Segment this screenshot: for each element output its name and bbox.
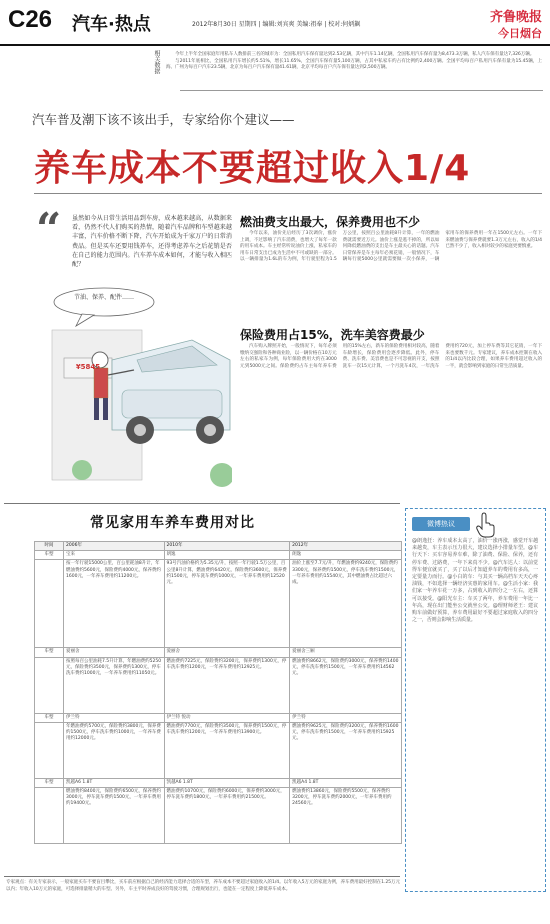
model-cell: 凯越A6 1.8T (64, 778, 165, 787)
newspaper-logo: 齐鲁晚报 (489, 10, 542, 25)
sidebar-title: 微博热议 (412, 517, 470, 531)
cost-cell: 燃油费约8662元，保险费约3000元，保养费约1400元，停车洗车费约1500元，一年养车费用约14562元。 (290, 657, 402, 713)
cost-cell: 燃油费约10700元，保险费约6000元，保养费约3000元，停车洗车费约1800元，一年养车费用约21500元。 (164, 788, 290, 844)
section-heading: 保险费用占15%，洗车美容费最少 (240, 328, 425, 342)
table-row (35, 778, 402, 787)
model-cell: 伊兰特 (290, 713, 402, 722)
body-paragraph: 汽车购入牌照开始，一般情况下，每年必须缴纳交强险和各种商业险，以一辆价格在10万元左右的私家车为例，每年保险费用大约在3000元到5000元之间。保险费约占车主每年养车费用的15%左右，新车的保险费用相对较高，随着车龄增长，保险费用会逐步降低。此外，停车费、洗车费、美容费也是不可忽视的开支，按照洗车一次15元计算，一个月洗车4次，一年洗车费用约720元，加上停车费等其它花销，一年下来也要数千元。专家建议，养车成本控制在收入的1/4以内比较合理，如果养车费用超过收入的一半，就会影响到家庭的日常生活质量。 (240, 344, 542, 369)
row-label (35, 788, 64, 844)
model-cell: 伊兰特 悦动 (164, 713, 290, 722)
cartoon-illustration (42, 280, 232, 490)
body-paragraph: 今年以来，油价先后经历了3次调价，涨价上调，不过影响了汽车消费，也增大了每年一款的用车成本。车主经常听说油价上涨，私家车的用车日常支出已成为生活中不可或缺的一部分。以一辆排量为1.6L的车为例，年行驶里程为1.5万公里，按照百公里油耗8升计算，一年的燃油费就需要近万元。油价上涨是逃不掉的，所以如何降低燃油费的支出是车主最关心的话题。汽车日常保养是车主每年必须花销，一般情况下，车辆每行驶5000公里就需要做一次小保养，一辆家用车的保养费用一年在1500元左右。一年下来燃油费与保养费就要1.3万元左右，收入的1/4已然不少了，收入相对较少的家庭更要慎重。 (240, 231, 542, 263)
cost-cell: 按照每百公里油耗7.5升计算，年燃油费约5250元，保险费约3500元，保养费约1300元，停车洗车费约1000元，一年养车费用约11050元。 (64, 657, 165, 713)
footer-text: 专家观点：有关专家表示，一般家庭买车不要盲目攀比，买车前应根据自己的经济能力选择合适的车型，养车成本不要超过家庭收入的1/4。以年收入5万元的家庭为例，养车费用最好控制在1.25万元以内；年收入10万元的家庭，可选择排量稍大的车型。另外，车主平时养成良好的驾驶习惯，合理规划出行，也能在一定程度上降低养车成本。 (6, 880, 400, 892)
model-cell: 宝来 (64, 551, 165, 560)
edition-name: 今日烟台 (498, 27, 542, 40)
issue-meta: 2012年8月30日 星期四 | 编辑:刘宾爽 美编:祖奉 | 校对:何炳飙 (192, 21, 361, 28)
table-header-row (35, 542, 402, 551)
row-label: 车型 (35, 778, 64, 787)
row-label: 车型 (35, 648, 64, 657)
related-data-text (166, 52, 542, 72)
model-cell: 伊兰特 (64, 713, 165, 722)
table-row (35, 788, 402, 844)
cost-cell: 按一年行驶15000公里，百公里耗油8升计，年燃油费约5600元，保险费约4000元，保养费约1600元，一年养车费用约11200元。 (64, 560, 165, 648)
table-header-cell: 时间 (35, 542, 64, 551)
cost-cell: 93号汽油价格约为5.35元/升，按照一年行驶1.5万公里，百公里8升计算，燃油费约6420元，保险费约3600元，保养费约1500元，停车洗车费约1000元，一年养车费用约12520元。 (164, 560, 290, 648)
table-row (35, 648, 402, 657)
sidebar-text: @朗逸狂：养车成本太高了，油价一涨再涨，感觉开车越来越贵，车主表示压力很大，建议选择小排量车型。@车行天下：买车容易养车难，除了油费、保险、保养，还有停车费、过路费，一年下来真不少。@汽车达人：以前觉得车便宜就买了，买了以后才知道养车的费用有多高，一定要量力而行。@小白的车：与其买一辆高档车天天心疼油钱，不如选择一辆经济实惠的家用车。@生活小家：我们家一年养车花一万多，占到收入的四分之一左右，还算可以接受。@阳光车主：车买了两年，养车费用一年比一年高，现在出门能坐公交就坐公交。@理财师老王：建议购车前做好预算，养车费用最好不要超过家庭收入的四分之一，否则会影响生活质量。 (412, 538, 538, 624)
cost-cell: 燃油费约13860元，保险费约5500元，保养费约3200元，停车洗车费约2000元，一年养车费用约24560元。 (290, 788, 402, 844)
cost-comparison-table (34, 541, 402, 844)
table-row (35, 560, 402, 648)
divider (180, 90, 543, 91)
cost-cell: 燃油费约9625元，保险费约3200元，保养费约1600元，停车洗车费约1500元，一年养车费用约15925元。 (290, 722, 402, 778)
price-sign: ¥5845 (75, 363, 101, 371)
row-label (35, 722, 64, 778)
model-cell: 朗逸 (290, 551, 402, 560)
subheadline: 汽车普及潮下该不该出手，专家给你个建议—— (32, 112, 295, 127)
table-row (35, 722, 402, 778)
row-label: 车型 (35, 551, 64, 560)
divider (4, 876, 400, 877)
speech-bubble-text: 节油、保养、配件…… (73, 294, 134, 301)
model-cell: 朗逸 (164, 551, 290, 560)
header-rule (0, 44, 550, 46)
table-title: 常见家用车养车费用对比 (90, 515, 255, 531)
row-label (35, 560, 64, 648)
cost-cell: 燃油费约7700元，保险费约3500元，保养费约1500元，停车洗车费约1200元，一年养车费用约13900元。 (164, 722, 290, 778)
page-code: C26 (8, 6, 53, 33)
table-row (35, 713, 402, 722)
table-row (35, 657, 402, 713)
section-body (240, 344, 542, 490)
model-cell: 爱丽舍 (64, 648, 165, 657)
cost-cell: 油价上涨至7.7元/升，年燃油费约9240元，保险费约3300元，保养费约1500元，停车洗车费约1500元，一年养车费用约15540元，其中燃油费占比超过六成。 (290, 560, 402, 648)
row-label: 车型 (35, 713, 64, 722)
related-data-label: 相关数据 (153, 50, 160, 74)
table-header-cell: 2006年 (64, 542, 165, 551)
table-header-cell: 2012年 (290, 542, 402, 551)
table-header-cell: 2010年 (164, 542, 290, 551)
related-data-paragraph: 与2011年底相比，全国私用汽车增长约5.51%，增长11.65%，全国汽车保有量5,100万辆，占其中私家车约占有比例约2,400万辆。全国平均每百户私用汽车保有量为15.45辆，上海、广州为每百户汽车23.5辆，北京为每百户汽车保有量41.61辆，北京平均每百户汽车保有量达到2,500万辆。 (166, 58, 542, 71)
model-cell: 凯越A6 1.8T (164, 778, 290, 787)
cost-cell: 年燃油费约5700元，保险费约3800元，保养费约1500元，停车洗车费约1000元，一年养车费用约12000元。 (64, 722, 165, 778)
related-data-paragraph: 今年上半年全国家庭年用私车人数排前三名的城市为：全国私用汽车保有量达到2.53亿辆，其中汽车1.14亿辆，全国私用汽车保有量为8,473.3万辆，私人汽车保有量达7,326万辆。 (175, 52, 535, 57)
section-body (240, 231, 542, 319)
divider (34, 193, 542, 194)
intro-paragraph: 虽然如今从日常生活用品到车房，成本越来越高，从数据来看，仍然不代人们购买的热情，随着汽车品牌和车型越来越丰富，汽车价格不断下降，汽车开始成为千家万户的日常消费品。但是买车还要用钱养车，还得考虑养车之后花销是否在自己的能力范围内。汽车养车成本如何，才能与收入相匹配？ (72, 215, 232, 269)
model-cell: 凯越A4 1.8T (290, 778, 402, 787)
cost-cell: 燃油费约8400元，保险费约6500元，保养费约3000元，停车洗车费约1500元，一年养车费用约19400元。 (64, 788, 165, 844)
row-label (35, 657, 64, 713)
model-cell: 爱丽舍三厢 (290, 648, 402, 657)
model-cell: 爱丽舍 (164, 648, 290, 657)
cost-cell: 燃油费约7225元，保险费约3200元，保养费约1300元，停车洗车费约1200元，一年养车费用约12925元。 (164, 657, 290, 713)
quote-mark-icon: “ (36, 204, 62, 255)
table-row (35, 551, 402, 560)
headline: 养车成本不要超过收入1/4 (34, 148, 471, 189)
section-title: 汽车·热点 (72, 14, 151, 35)
section-heading: 燃油费支出最大，保养费用也不少 (240, 215, 421, 229)
